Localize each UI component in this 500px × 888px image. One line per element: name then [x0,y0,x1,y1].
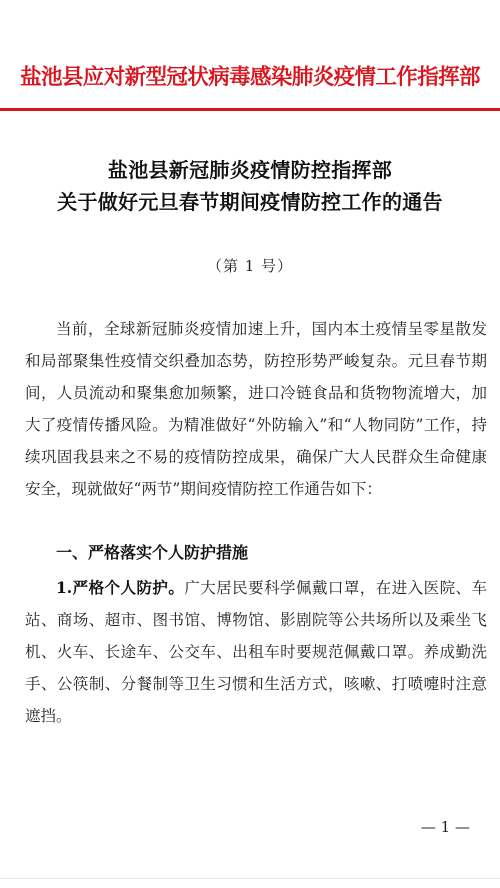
red-divider-line [0,108,500,111]
item-1-lead: 1.严格个人防护。 [56,578,185,597]
issuing-agency-header: 盐池县应对新型冠状病毒感染肺炎疫情工作指挥部 [20,65,480,90]
page-number: — 1 — [420,818,470,836]
item-1-text: 广大居民要科学佩戴口罩，在进入医院、车站、商场、超市、图书馆、博物馆、影剧院等公共场所以及乘坐飞机、火车、长途车、公交车、出租车时要规范佩戴口罩。养成勤洗手、公筷制、分餐制等卫生习惯和生活方式，咳嗽、打喷嚏时注意遮挡。 [25,579,487,725]
document-number: （第 1 号） [206,257,294,275]
document-title-line-1: 盐池县新冠肺炎疫情防控指挥部 [107,158,393,182]
document-title-line-2: 关于做好元旦春节期间疫情防控工作的通告 [57,190,443,214]
intro-paragraph: 当前，全球新冠肺炎疫情加速上升，国内本土疫情呈零星散发和局部聚集性疫情交织叠加态势，防控形势严峻复杂。元旦春节期间，人员流动和聚集愈加频繁，进口冷链食品和货物物流增大，加大了疫情传播风险。为精准做好“外防输入”和“人物同防”工作，持续巩固我县来之不易的疫情防控成果，确保广大人民群众生命健康安全，现就做好“两节”期间疫情防控工作通告如下： [25,320,487,498]
item-1-paragraph [25,572,487,732]
page-bottom-edge [0,878,500,879]
section-heading-1: 一、严格落实个人防护措施 [56,543,249,562]
